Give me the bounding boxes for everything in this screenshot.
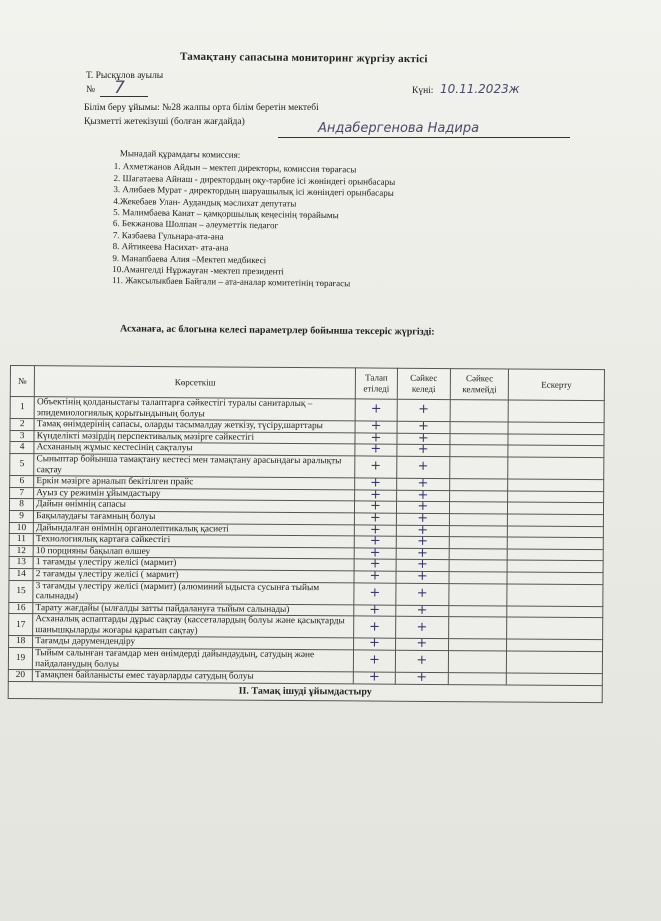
row-note [508,434,604,446]
row-noncompliant-mark [450,490,508,502]
row-required-mark: + [355,490,396,502]
row-compliant-mark: + [396,490,450,502]
col-header-compliant: Сәйкес келеді [397,368,451,399]
row-required-mark: + [354,638,395,650]
row-noncompliant-mark [449,651,507,674]
row-noncompliant-mark [449,583,507,606]
number-value: 7 [114,78,125,98]
number-label: № [86,85,96,95]
row-note [506,673,602,685]
row-required-mark: + [354,672,395,684]
row-noncompliant-mark [450,457,508,480]
responsible-signature: Андабергенова Надира [318,121,480,136]
row-indicator: Күнделікті мәзірдің перспективалық мәзірге сәйкестігі [34,430,355,444]
col-header-required: Талап етіледі [356,368,397,399]
row-note [507,549,603,561]
commission-member: 10.Амангелді Нұржауған -мектеп президенті [112,264,285,277]
row-indicator: Тағамды дәрумендендіру [33,636,354,650]
row-number: 1 [10,397,34,419]
row-required-mark: + [356,399,397,421]
row-note [506,651,602,674]
col-header-noncompliant: Сәйкес келмейді [450,369,508,400]
row-note [507,572,603,584]
row-note [508,457,604,480]
row-note [508,422,604,434]
document-title: Тамақтану сапасына мониторинг жүргізу актісі [179,50,428,66]
table-header-row [10,366,604,401]
col-header-indicator: Көрсеткіш [34,366,355,399]
row-required-mark: + [355,478,396,490]
row-number: 9 [9,510,33,522]
section-row [8,681,602,702]
row-number: 11 [9,534,33,546]
inspection-subtitle: Асханаға, ас блогына келесі параметрлер бойынша тексеріс жүргізді: [119,323,435,338]
row-indicator: Технологиялық картаға сәйкестігі [33,534,354,548]
row-indicator: Еркін мәзірге арналып бекітілген прайс [34,476,355,490]
row-noncompliant-mark [450,479,508,491]
row-noncompliant-mark [450,514,508,526]
row-noncompliant-mark [449,548,507,560]
row-number: 20 [8,670,32,682]
inspection-table-wrap [8,365,605,703]
row-number: 13 [9,557,33,569]
row-note [507,560,603,572]
row-number: 7 [10,487,34,499]
row-number: 18 [9,636,33,648]
row-note [508,502,604,514]
row-noncompliant-mark [449,560,507,572]
row-note [507,526,603,538]
row-number: 6 [10,476,34,488]
row-required-mark: + [355,456,396,478]
row-noncompliant-mark [450,525,508,537]
commission-list [110,148,396,291]
inspection-table [8,365,605,703]
row-indicator: Тыйым салынған тағамдар мен өнімдерді дайындаудың, сатудың және пайдаланудың болуы [33,648,354,672]
row-compliant-mark: + [396,536,450,548]
commission-member: 11. Жаксылыкбаев Байгали – ата-аналар комитетінің төрағасы [112,275,351,289]
responsible-label: Қызметті жетекізуші (болған жағдайда) [84,117,245,127]
row-indicator: Асхананың жұмыс кестесінің сақталуы [34,442,355,456]
commission-member: 7. Казбаева Гульнара-ата-ана [112,229,224,242]
row-indicator: 10 порцияны бақылап өлшеу [33,545,354,559]
row-required-mark: + [355,548,396,560]
row-note [507,537,603,549]
row-compliant-mark: + [395,672,449,684]
responsible-underline [278,137,570,138]
row-indicator: Бақылаудағы тағамның болуы [34,511,355,525]
row-required-mark: + [355,524,396,536]
row-noncompliant-mark [450,433,508,445]
row-compliant-mark: + [396,433,450,445]
row-number: 19 [8,648,32,670]
row-compliant-mark: + [395,571,449,583]
row-number: 14 [9,568,33,580]
row-number: 17 [9,614,33,636]
row-number: 5 [10,453,34,475]
date-value: 10.11.2023ж [440,82,520,96]
row-required-mark: + [354,605,395,617]
section-title: II. Тамақ ішуді ұйымдастыру [8,681,602,702]
commission-header: Мынадай құрамдағы комиссия: [119,148,241,160]
commission-member: 8. Айтикеева Насихат- ата-ана [112,241,229,253]
row-noncompliant-mark [448,673,506,685]
row-required-mark: + [355,536,396,548]
row-compliant-mark: + [395,605,449,617]
row-note [507,583,603,606]
row-compliant-mark: + [396,525,450,537]
row-indicator: Тамақпен байланысты емес тауарларды сатудың болуы [33,670,354,684]
commission-member: 6. Бекжанова Шолпан – әлеуметтік педагог [112,218,279,231]
row-required-mark: + [354,571,395,583]
row-indicator: Объектінің қолданыстағы талаптарға сәйкестігі туралы санитарлық – эпидемиологиялық қорытындының болуы [34,397,355,421]
row-number: 10 [9,522,33,534]
commission-member: 9. Манапбаева Алия –Мектеп медбикесі [112,252,267,265]
row-required-mark: + [355,559,396,571]
row-noncompliant-mark [449,639,507,651]
commission-member: 4.Жекебаев Улан- Аудандық мәслихат депутаты [113,195,297,209]
row-indicator: Дайын өнімнің сапасы [34,499,355,513]
row-indicator: Асханалық аспаптарды дұрыс сақтау (кассеталардың болуы және қасықтарды шанышқыларды жоғары қаратып сақтау) [33,614,354,638]
row-required-mark: + [355,433,396,445]
row-required-mark: + [354,650,395,672]
row-required-mark: + [355,513,396,525]
commission-member: 3. Алибаев Мурат - директордың шаруашылық ісі жөніндегі орынбасары [113,184,394,199]
row-indicator: 2 тағамды үлестіру желісі ( мармит) [33,569,354,583]
date-label: Күні: [412,86,434,96]
row-note [508,400,604,423]
row-compliant-mark: + [395,639,449,651]
row-noncompliant-mark [449,605,507,617]
row-number: 4 [10,442,34,454]
row-required-mark: + [355,501,396,513]
commission-member: 5. Малимбаева Канат – қамқоршылық кеңесінің төрайымы [113,207,339,221]
col-header-number: № [10,366,34,397]
row-number: 15 [9,580,33,602]
author-line: Т. Рысқұлов ауылы [86,71,164,81]
row-compliant-mark: + [397,421,451,433]
row-indicator: Ауыз су режимін ұйымдастыру [34,487,355,501]
row-compliant-mark: + [396,502,450,514]
row-note [507,606,603,618]
row-required-mark: + [355,444,396,456]
row-number: 12 [9,545,33,557]
row-indicator: Тамақ өнімдерінің сапасы, оларды тасымалдау жеткізу, түсіру,шарттары [34,419,355,433]
row-noncompliant-mark [450,445,508,457]
row-note [507,639,603,651]
row-note [508,514,604,526]
row-compliant-mark: + [397,399,451,422]
row-compliant-mark: + [395,650,449,673]
row-compliant-mark: + [396,456,450,479]
row-noncompliant-mark [449,617,507,640]
row-indicator: Тарату жағдайы (ылғалды затты пайдалануға тыйым салынады) [33,602,354,616]
row-note [508,445,604,457]
row-indicator: 1 тағамды үлестіру желісі (мармит) [33,557,354,571]
row-number: 3 [10,430,34,442]
row-number: 8 [9,499,33,511]
commission-member: 2. Шагатаева Айнаш - директордың оқу-тәрбие ісі жөніндегі орынбасары [113,172,396,187]
row-noncompliant-mark [450,502,508,514]
row-compliant-mark: + [396,445,450,457]
row-compliant-mark: + [396,513,450,525]
row-number: 16 [9,602,33,614]
commission-member: 1. Ахметжанов Айдын – мектеп директоры, комиссия төрағасы [113,161,357,175]
row-indicator: Дайындалған өнімнің органолептикалық қасиеті [34,522,355,536]
row-indicator: Сыныптар бойынша тамақтану кестесі мен тамақтану арасындағы аралықты сақтау [34,454,355,478]
row-required-mark: + [354,582,395,604]
row-compliant-mark: + [396,548,450,560]
row-compliant-mark: + [396,478,450,490]
row-compliant-mark: + [395,583,449,606]
row-compliant-mark: + [395,616,449,639]
row-note [507,617,603,640]
row-noncompliant-mark [450,400,508,423]
row-noncompliant-mark [450,422,508,434]
row-indicator: 3 тағамды үлестіру желісі (мармит) (алюминий ыдыста сусынға тыйым салынады) [33,580,354,604]
col-header-note: Ескерту [508,369,604,401]
row-required-mark: + [355,421,396,433]
row-number: 2 [10,419,34,431]
row-note [508,479,604,491]
row-note [508,491,604,503]
organization-line: Білім беру ұйымы: №28 жалпы орта білім беретін мектебі [84,103,319,113]
row-required-mark: + [354,616,395,638]
row-noncompliant-mark [449,537,507,549]
row-noncompliant-mark [449,571,507,583]
row-compliant-mark: + [396,560,450,572]
